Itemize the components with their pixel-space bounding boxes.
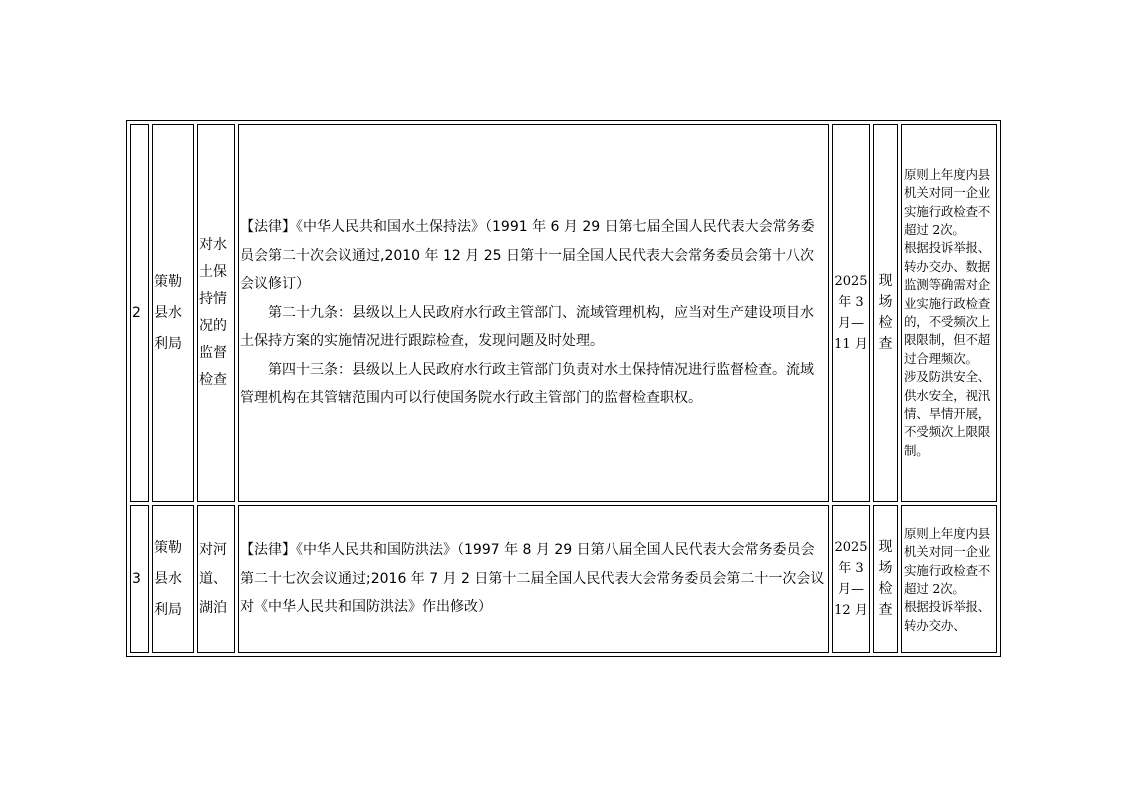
table-row	[130, 505, 997, 653]
item-cell	[197, 124, 235, 502]
department-cell	[152, 505, 194, 653]
inspection-method: 现 场 检 查	[878, 539, 893, 618]
time-cell	[832, 505, 870, 653]
inspection-method: 现 场 检 查	[878, 273, 893, 352]
frequency-remark: 原则上年度内县机关对同一企业实施行政检查不超过 2次。 根据投诉举报、转办交办、数据监测等确需对企业实施行政检查的，不受频次上限限制，但不超过合理频次。 涉及防洪安全、供水安全，视汛情、旱情开展，不受频次上限限制。	[904, 166, 991, 458]
row-number-cell	[130, 505, 149, 653]
department-cell	[152, 124, 194, 502]
frequency-remark: 原则上年度内县机关对同一企业实施行政检查不超过 2次。 根据投诉举报、转办交办、	[904, 525, 991, 633]
row-number: 3	[132, 571, 141, 587]
inspection-item: 对水 土保 持情 况的 监督 检查	[199, 237, 227, 388]
method-cell	[873, 505, 898, 653]
table-row	[130, 124, 997, 502]
department-name: 策勒 县水 利局	[154, 539, 182, 618]
legal-basis-article: 第四十三条：县级以上人民政府水行政主管部门负责对水土保持情况进行监督检查。流域管理机构在其管辖范围内可以行使国务院水行政主管部门的监督检查职权。	[240, 361, 814, 407]
basis-cell	[238, 505, 829, 653]
item-cell	[197, 505, 235, 653]
inspection-table	[126, 120, 1001, 657]
legal-basis-title: 【法律】《中华人民共和国水土保持法》（1991 年 6 月 29 日第七届全国人民代表大会常务委员会第二十次会议通过,2010 年 12 月 25 日第十一届全国人民代表大会常务委员会第十八次会议修订）	[240, 219, 815, 293]
basis-cell	[238, 124, 829, 502]
method-cell	[873, 124, 898, 502]
remark-cell	[901, 124, 997, 502]
row-number-cell	[130, 124, 149, 502]
time-cell	[832, 124, 870, 502]
legal-basis-article: 第二十九条：县级以上人民政府水行政主管部门、流域管理机构，应当对生产建设项目水土保持方案的实施情况进行跟踪检查，发现问题及时处理。	[240, 304, 814, 350]
inspection-time: 2025 年 3 月— 11 月	[834, 274, 868, 352]
remark-cell	[901, 505, 997, 653]
legal-basis-title: 【法律】《中华人民共和国防洪法》（1997 年 8 月 29 日第八届全国人民代表大会常务委员会第二十七次会议通过;2016 年 7 月 2 日第十二届全国人民代表大会常务委员会第二十一次会议对《中华人民共和国防洪法》作出修改）	[240, 542, 825, 616]
department-name: 策勒 县水 利局	[154, 273, 182, 352]
row-number: 2	[132, 305, 141, 321]
inspection-item: 对河 道、 湖泊	[199, 541, 227, 616]
inspection-time: 2025 年 3 月— 12 月	[834, 540, 868, 618]
